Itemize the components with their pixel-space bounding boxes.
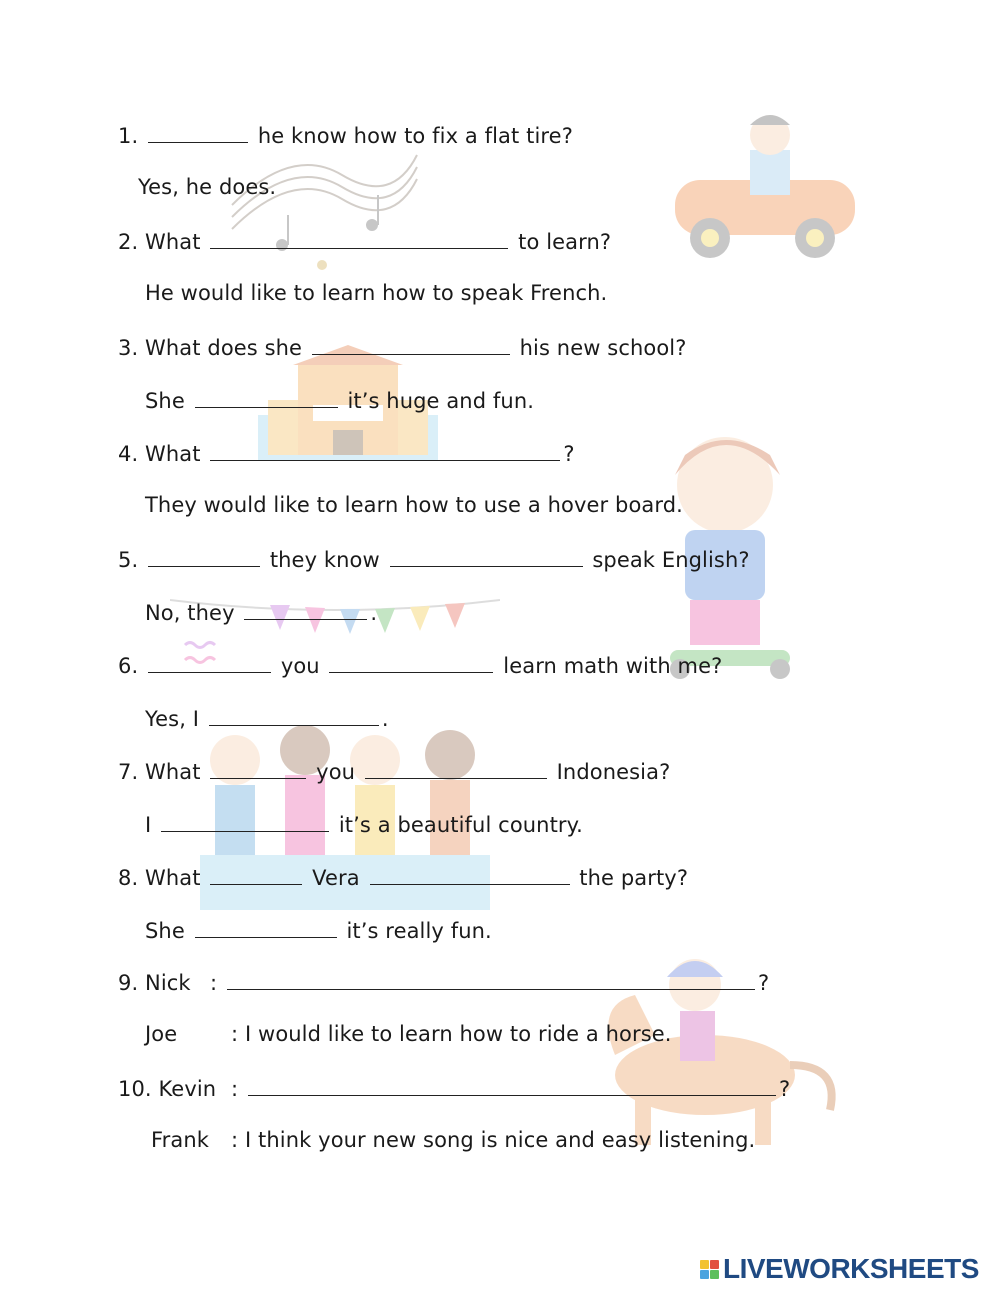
item-number: 2. [118,230,139,254]
answer-blank[interactable] [210,226,508,249]
answer-blank[interactable] [148,544,260,567]
question-5: 5. they know speak English? [118,544,750,574]
answer-blank[interactable] [365,756,547,779]
answer-blank[interactable] [244,597,367,620]
item-number: 1. [118,124,139,148]
question-9: 9. Nick : ? [118,967,769,997]
answer-blank[interactable] [195,385,338,408]
brand-name: LIVEWORKSHEETS [723,1253,979,1284]
question-7: 7. What you Indonesia? [118,756,670,786]
item-number: 7. [118,760,139,784]
item-number: 3. [118,336,139,360]
answer-blank[interactable] [161,809,329,832]
answer-4: They would like to learn how to use a hover board. [145,493,683,517]
boy-in-car-illustration [665,110,865,270]
answer-blank[interactable] [210,756,306,779]
item-number: 5. [118,548,139,572]
logo-square [710,1260,719,1269]
question-1: 1. he know how to fix a flat tire? [118,120,573,150]
answer-blank[interactable] [248,1073,776,1096]
answer-blank[interactable] [195,915,337,938]
logo-square [700,1260,709,1269]
question-8: 8. What Vera the party? [118,862,688,892]
answer-10: Frank : I think your new song is nice and easy listening. [151,1128,756,1152]
logo-icon [700,1260,719,1279]
answer-9: Joe : I would like to learn how to ride a horse. [145,1022,672,1046]
question-2: 2. What to learn? [118,226,611,256]
answer-blank[interactable] [148,120,248,143]
answer-blank[interactable] [390,544,583,567]
item-number: 6. [118,654,139,678]
item-number: 4. [118,442,139,466]
liveworksheets-logo[interactable] [700,1255,979,1283]
logo-square [710,1270,719,1279]
speaker-label: Frank [151,1128,210,1152]
speaker-label: 10. Kevin [118,1077,217,1101]
answer-blank[interactable] [148,650,271,673]
question-10: 10. Kevin : ? [118,1073,790,1103]
answer-3: She it’s huge and fun. [145,385,534,415]
answer-blank[interactable] [312,332,510,355]
speaker-label: 9. Nick [118,971,191,995]
answer-2: He would like to learn how to speak French. [145,281,608,305]
answer-1: Yes, he does. [138,175,277,199]
answer-8: She it’s really fun. [145,915,492,945]
question-4: 4. What ? [118,438,575,468]
answer-blank[interactable] [209,703,379,726]
answer-7: I it’s a beautiful country. [145,809,583,839]
answer-blank[interactable] [210,438,560,461]
answer-5: No, they . [145,597,377,627]
question-6: 6. you learn math with me? [118,650,722,680]
question-3: 3. What does she his new school? [118,332,686,362]
answer-blank[interactable] [210,862,302,885]
speaker-label: Joe [145,1022,178,1046]
answer-blank[interactable] [329,650,493,673]
music-notes-illustration [222,135,422,285]
answer-blank[interactable] [227,967,755,990]
item-number: 8. [118,866,139,890]
logo-square [700,1270,709,1279]
answer-6: Yes, I . [145,703,389,733]
answer-blank[interactable] [370,862,570,885]
